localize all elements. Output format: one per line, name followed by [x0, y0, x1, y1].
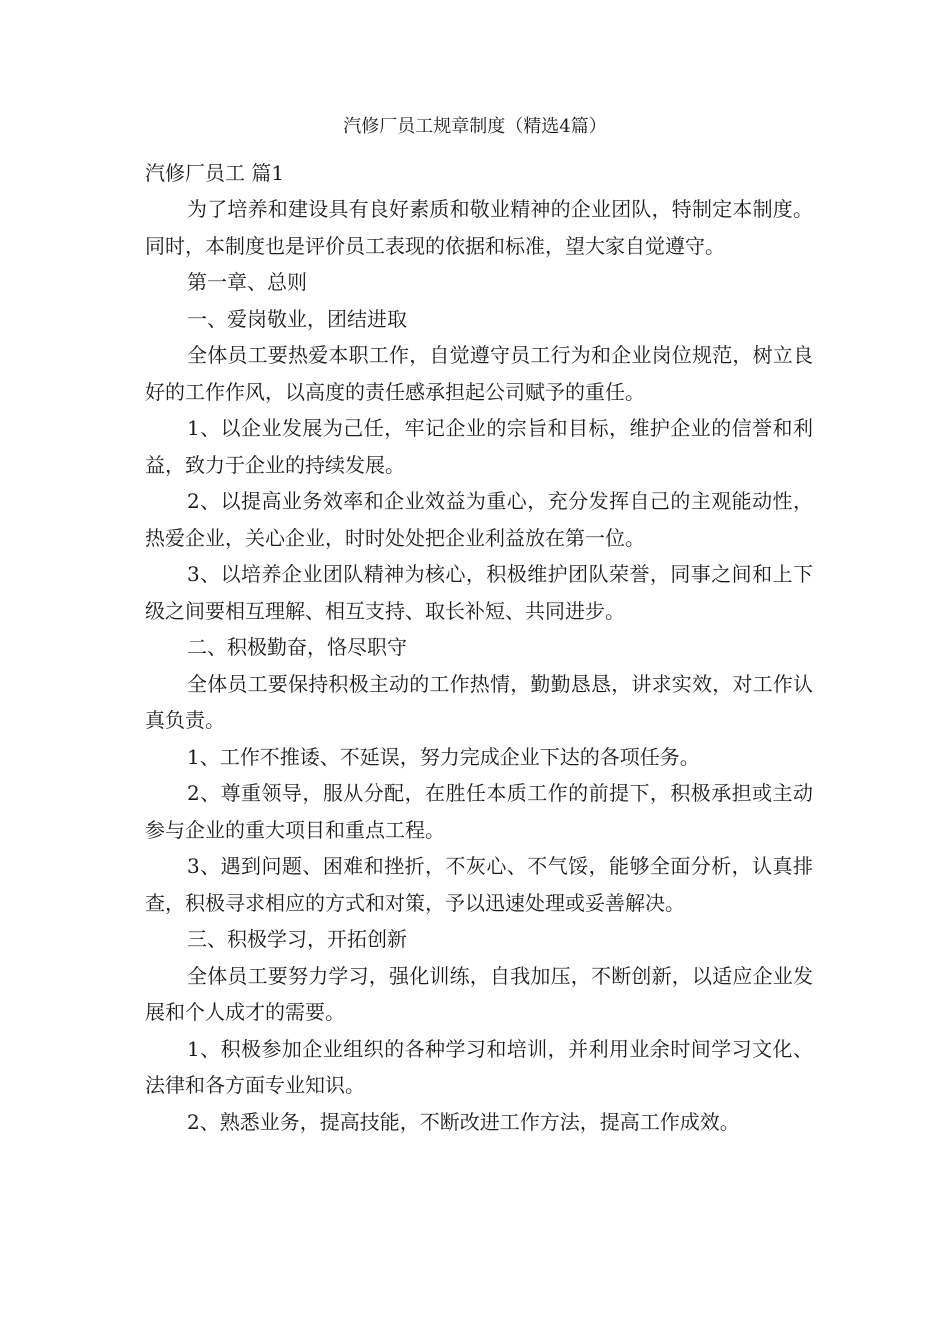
list-item: 1、工作不推诿、不延误，努力完成企业下达的各项任务。	[187, 744, 700, 769]
paragraph: 全体员工要保持积极主动的工作热情，勤勤恳恳，讲求实效，对工作认真负责。	[145, 671, 813, 732]
document-title: 汽修厂员工规章制度（精选4篇）	[343, 116, 607, 137]
list-item: 3、遇到问题、困难和挫折，不灰心、不气馁，能够全面分析，认真排查，积极寻求相应的方式和对策，予以迅速处理或妥善解决。	[145, 854, 813, 915]
chapter-heading: 第一章、总则	[187, 270, 307, 294]
subsection-heading-1: 一、爱岗敬业，团结进取	[187, 306, 407, 331]
list-item: 1、以企业发展为己任，牢记企业的宗旨和目标，维护企业的信誉和利益，致力于企业的持续发展。	[145, 416, 813, 477]
paragraph: 全体员工要热爱本职工作，自觉遵守员工行为和企业岗位规范，树立良好的工作作风，以高度的责任感承担起公司赋予的重任。	[145, 343, 813, 404]
list-item: 1、积极参加企业组织的各种学习和培训，并利用业余时间学习文化、法律和各方面专业知识。	[145, 1036, 813, 1097]
paragraph: 全体员工要努力学习，强化训练，自我加压，不断创新，以适应企业发展和个人成才的需要。	[145, 963, 813, 1024]
subsection-heading-3: 三、积极学习，开拓创新	[187, 927, 407, 951]
list-item: 3、以培养企业团队精神为核心，积极维护团队荣誉，同事之间和上下级之间要相互理解、相互支持、取长补短、共同进步。	[145, 562, 813, 623]
section-heading: 汽修厂员工 篇1	[145, 161, 285, 185]
list-item: 2、以提高业务效率和企业效益为重心，充分发挥自己的主观能动性，热爱企业，关心企业，时时处处把企业利益放在第一位。	[145, 489, 813, 550]
paragraph-intro: 为了培养和建设具有良好素质和敬业精神的企业团队，特制定本制度。同时，本制度也是评价员工表现的依据和标准，望大家自觉遵守。	[145, 197, 813, 258]
subsection-heading-2: 二、积极勤奋，恪尽职守	[187, 635, 407, 659]
list-item: 2、熟悉业务，提高技能，不断改进工作方法，提高工作成效。	[187, 1109, 740, 1134]
list-item: 2、尊重领导，服从分配，在胜任本质工作的前提下，积极承担或主动参与企业的重大项目和重点工程。	[145, 781, 813, 842]
document-body	[145, 157, 813, 1140]
